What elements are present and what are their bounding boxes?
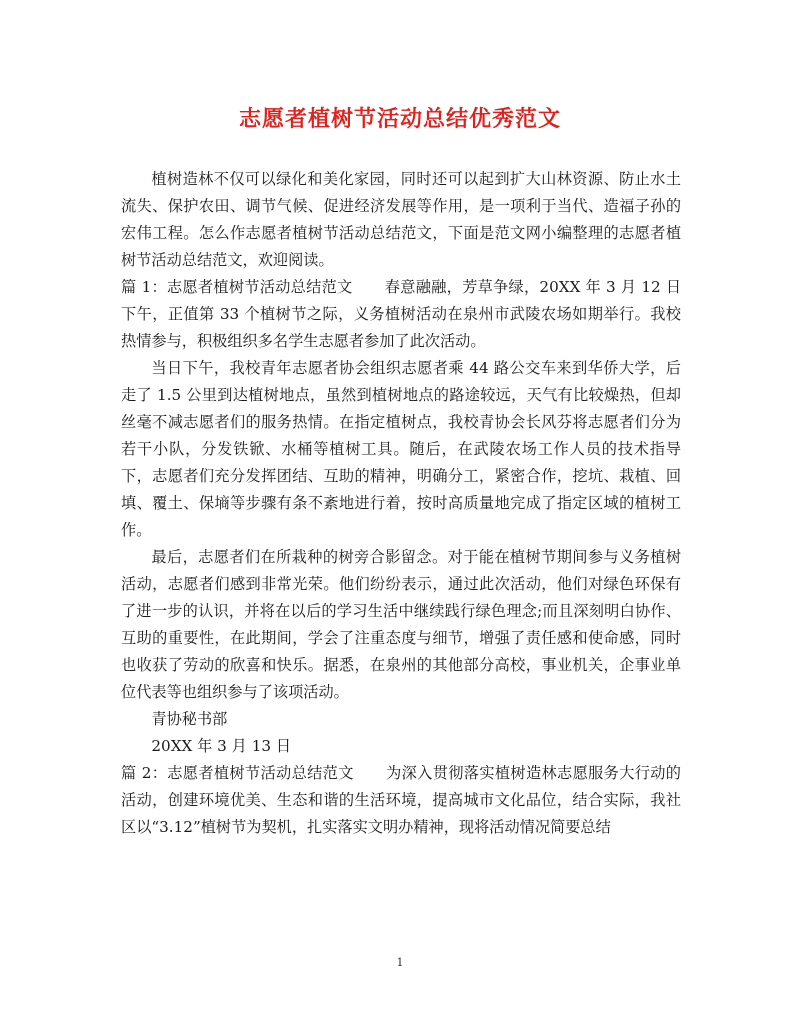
page-number: 1 [396, 956, 404, 969]
article-1-heading: 篇 1：志愿者植树节活动总结范文 [121, 278, 353, 296]
intro-paragraph: 植树造林不仅可以绿化和美化家园，同时还可以起到扩大山林资源、防止水土流失、保护农田、调节气候、促进经济发展等作用，是一项利于当代、造福子孙的宏伟工程。怎么作志愿者植树节活动总结范文，下面是范文网小编整理的志愿者植树节活动总结范文，欢迎阅读。 [121, 170, 681, 269]
document-body [121, 166, 681, 841]
article-1-first-paragraph [121, 274, 681, 355]
article-1-lead: 春意融融，芳草争绿，20XX 年 3 月 12 日下午，正值第 33 个植树节之际，义务植树活动在泉州市武陵农场如期举行。我校热情参与，积极组织多名学生志愿者参加了此次活动。 [121, 278, 682, 350]
document-title: 志愿者植树节活动总结优秀范文 [238, 106, 561, 132]
article-2-lead: 为深入贯彻落实植树造林志愿服务大行动的活动，创建环境优美、生态和谐的生活环境，提高城市文化品位，结合实际，我社区以“3.12”植树节为契机，扎实落实文明办精神，现将活动情况简要总结 [121, 764, 681, 836]
article-1-date: 20XX 年 3 月 13 日 [151, 737, 292, 755]
article-1-paragraph-3: 最后，志愿者们在所栽种的树旁合影留念。对于能在植树节期间参与义务植树活动，志愿者们感到非常光荣。他们纷纷表示，通过此次活动，他们对绿色环保有了进一步的认识，并将在以后的学习生活中继续践行绿色理念;而且深刻明白协作、互助的重要性，在此期间，学会了注重态度与细节，增强了责任感和使命感，同时也收获了劳动的欣喜和快乐。据悉，在泉州的其他部分高校，事业机关，企事业单位代表等也组织参与了该项活动。 [121, 548, 681, 701]
article-2-first-paragraph [121, 760, 681, 841]
article-1-paragraph-2: 当日下午，我校青年志愿者协会组织志愿者乘 44 路公交车来到华侨大学，后走了 1.5 公里到达植树地点，虽然到植树地点的路途较远，天气有比较燥热，但却丝毫不减志愿者们的服务热情。在指定植树点，我校青协会长风芬将志愿者们分为若干小队，分发铁锨、水桶等植树工具。随后，在武陵农场工作人员的技术指导下，志愿者们充分发挥团结、互助的精神，明确分工，紧密合作，挖坑、栽植、回填、覆土、保墒等步骤有条不紊地进行着，按时高质量地完成了指定区域的植树工作。 [121, 359, 681, 539]
article-1-signature: 青协秘书部 [151, 710, 228, 728]
article-2-heading: 篇 2：志愿者植树节活动总结范文 [121, 764, 354, 782]
